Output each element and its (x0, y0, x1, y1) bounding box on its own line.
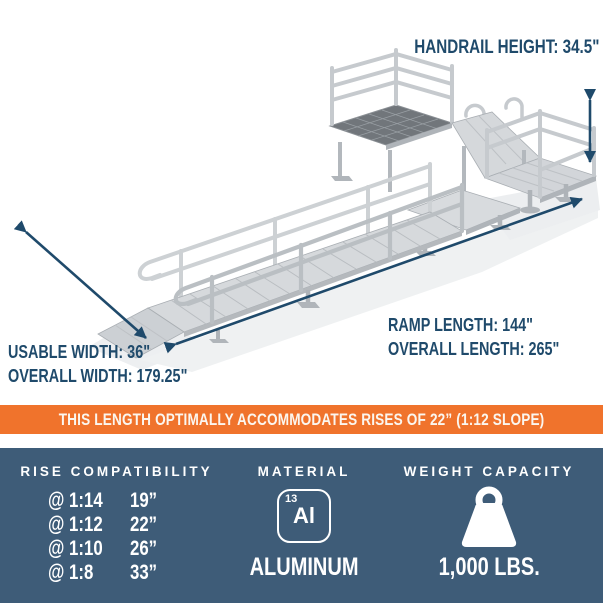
rise-compatibility-section (0, 448, 233, 603)
usable-width-label: USABLE WIDTH: 36" (8, 342, 151, 362)
width-labels (8, 340, 232, 388)
weight-capacity-header: WEIGHT CAPACITY (403, 464, 575, 479)
rise-row: @ 1:10 26” (48, 537, 158, 560)
element-symbol: Al (293, 503, 315, 528)
rise-row: @ 1:14 19” (48, 489, 158, 512)
slope-banner-text: THIS LENGTH OPTIMALLY ACCOMMODATES RISES OF 22” (1:12 SLOPE) (58, 409, 545, 429)
spec-panel (0, 448, 603, 603)
rise-row: @ 1:8 33” (48, 561, 158, 584)
weight-icon (447, 485, 531, 551)
usable-width-arrow (26, 232, 146, 338)
rise-table (0, 489, 233, 585)
atomic-number: 13 (285, 493, 298, 505)
material-section (233, 448, 375, 603)
rise-compatibility-header: RISE COMPATIBILITY (20, 464, 213, 479)
overall-width-label: OVERALL WIDTH: 179.25" (8, 366, 188, 386)
handrail-height-label: HANDRAIL HEIGHT: 34.5" (413, 37, 599, 58)
ramp-length-label: RAMP LENGTH: 144" (388, 315, 533, 335)
overall-length-label: OVERALL LENGTH: 265" (388, 339, 560, 359)
length-labels (388, 313, 602, 361)
aluminum-element-icon (277, 489, 331, 543)
weight-capacity-value: 1,000 LBS. (438, 553, 540, 581)
weight-capacity-section (375, 448, 603, 603)
slope-banner (0, 405, 603, 434)
rise-row: @ 1:12 22” (48, 513, 158, 536)
material-name: ALUMINUM (249, 553, 359, 581)
material-header: MATERIAL (257, 464, 351, 479)
